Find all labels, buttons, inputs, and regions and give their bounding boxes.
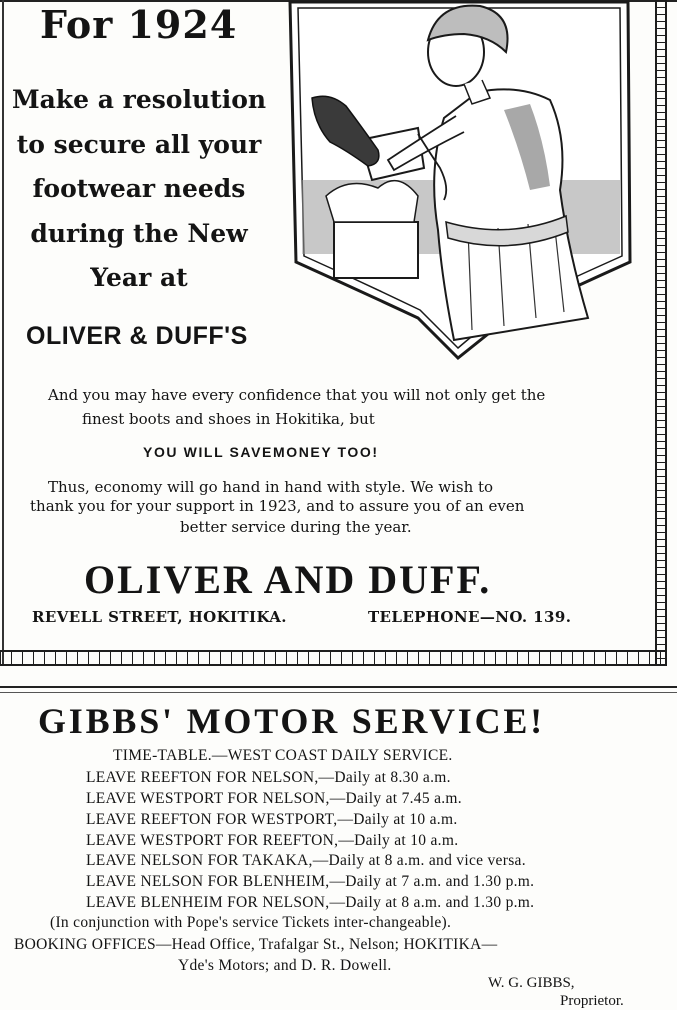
timetable-row: LEAVE NELSON FOR BLENHEIM,—Daily at 7 a.m. and 1.30 p.m.: [86, 873, 535, 890]
slogan-line: to secure all your: [16, 129, 262, 159]
timetable-row: LEAVE WESTPORT FOR NELSON,—Daily at 7.45 a.m.: [86, 790, 462, 807]
store-name: OLIVER & DUFF'S: [26, 322, 248, 350]
decorative-border-bottom: [0, 650, 667, 666]
address: REVELL STREET, HOKITIKA.: [32, 608, 287, 626]
timetable-row: LEAVE REEFTON FOR WESTPORT,—Daily at 10 a.m.: [86, 811, 458, 828]
slogan-line: Year at: [90, 263, 188, 292]
timetable-row: LEAVE REEFTON FOR NELSON,—Daily at 8.30 a.m.: [86, 769, 451, 786]
booking-offices-cont: Yde's Motors; and D. R. Dowell.: [178, 957, 392, 974]
proprietor-title: Proprietor.: [560, 993, 624, 1009]
woman-with-shoe-illustration: [268, 0, 654, 362]
proprietor-name: W. G. GIBBS,: [488, 975, 575, 991]
firm-name: OLIVER AND DUFF.: [84, 557, 492, 602]
slogan-line: footwear needs: [32, 174, 246, 203]
timetable-row: LEAVE BLENHEIM FOR NELSON,—Daily at 8 a.m. and 1.30 p.m.: [86, 894, 535, 911]
shoe-box: [334, 222, 418, 278]
timetable-row: LEAVE WESTPORT FOR REEFTON,—Daily at 10 a.m.: [86, 832, 459, 849]
slogan: [8, 78, 270, 301]
column-divider: [0, 686, 677, 688]
column-divider-thin: [0, 692, 677, 693]
body-text: thank you for your support in 1923, and to assure you of an even: [30, 497, 525, 515]
conjunction-note: (In conjunction with Pope's service Tickets inter-changeable).: [50, 914, 452, 931]
body-text: And you may have every confidence that you will not only get the: [48, 386, 546, 404]
booking-offices: BOOKING OFFICES—Head Office, Trafalgar St., Nelson; HOKITIKA—: [14, 936, 498, 953]
body-text: better service during the year.: [180, 518, 412, 536]
body-text: finest boots and shoes in Hokitika, but: [82, 410, 375, 428]
slogan-line: during the New: [30, 218, 248, 248]
service-title: GIBBS' MOTOR SERVICE!: [38, 701, 545, 741]
left-border: [2, 0, 4, 664]
slogan-line: Make a resolution: [11, 85, 267, 114]
timetable-subtitle: TIME-TABLE.—WEST COAST DAILY SERVICE.: [113, 747, 453, 764]
body-text: Thus, economy will go hand in hand with style. We wish to: [48, 478, 494, 496]
decorative-border-right: [655, 0, 667, 664]
ad-heading: For 1924: [40, 2, 238, 47]
telephone: TELEPHONE—NO. 139.: [368, 608, 572, 626]
tissue-paper: [326, 181, 418, 222]
emphasis-text: YOU WILL SAVEMONEY TOO!: [143, 444, 379, 460]
timetable-row: LEAVE NELSON FOR TAKAKA,—Daily at 8 a.m. and vice versa.: [86, 852, 526, 869]
